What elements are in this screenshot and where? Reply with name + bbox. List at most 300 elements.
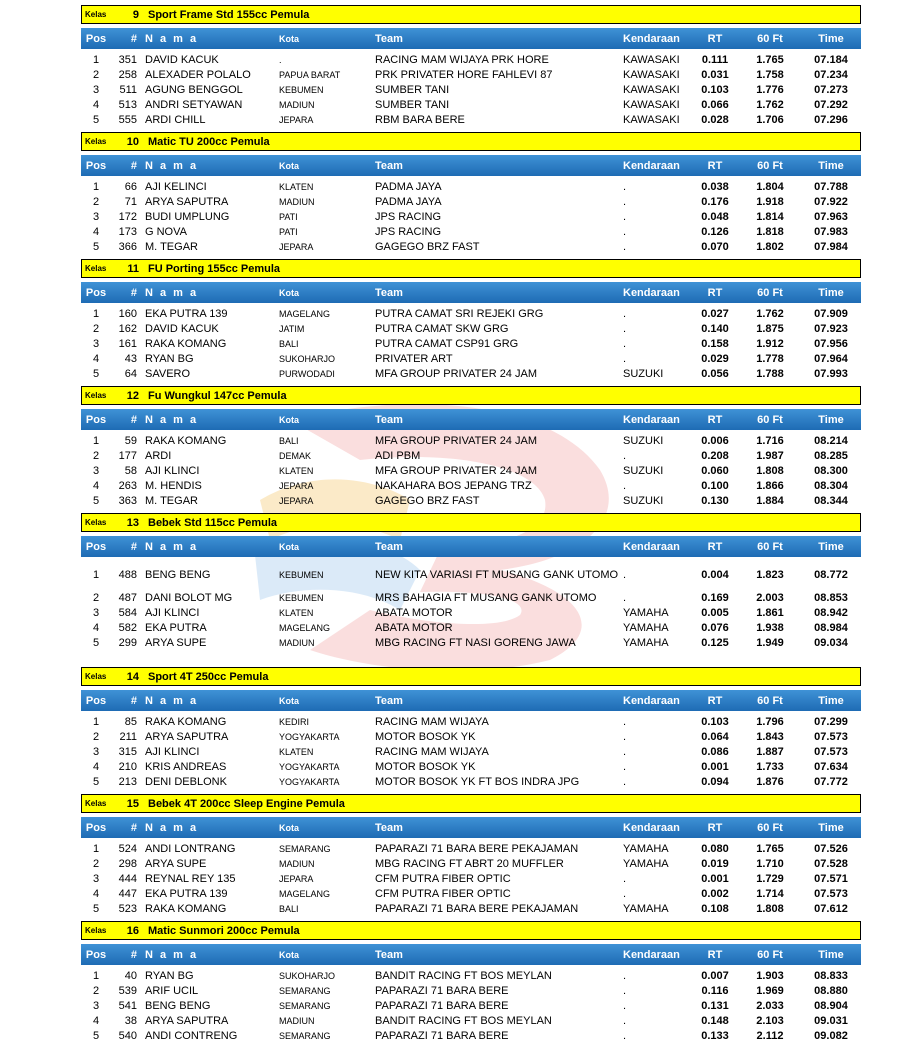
header-kota: Kota xyxy=(279,695,299,706)
cell-kend: KAWASAKI xyxy=(623,113,680,126)
cell-kend: . xyxy=(623,322,627,335)
class-title-bar xyxy=(81,5,861,24)
cell-team: RBM BARA BERE xyxy=(375,113,465,126)
table-row xyxy=(81,463,861,478)
header-num: # xyxy=(130,413,137,426)
table-body xyxy=(81,433,861,508)
cell-time: 07.573 xyxy=(814,887,848,900)
cell-rt: 0.060 xyxy=(701,464,729,477)
header-pos: Pos xyxy=(85,948,107,961)
cell-kota: YOGYAKARTA xyxy=(279,761,340,772)
class-title: Bebek 4T 200cc Sleep Engine Pemula xyxy=(148,797,345,810)
cell-ft: 1.804 xyxy=(756,180,784,193)
cell-kota: MAGELANG xyxy=(279,308,331,319)
cell-kend: . xyxy=(623,969,627,982)
cell-num: 541 xyxy=(118,999,137,1012)
table-header xyxy=(81,690,861,711)
cell-rt: 0.056 xyxy=(701,367,729,380)
header-team: Team xyxy=(375,286,403,299)
cell-num: 177 xyxy=(118,449,137,462)
class-number: 11 xyxy=(127,262,139,275)
cell-kend: . xyxy=(623,195,627,208)
cell-rt: 0.125 xyxy=(701,636,729,649)
cell-ft: 1.710 xyxy=(756,857,784,870)
table-row xyxy=(81,448,861,463)
cell-pos: 1 xyxy=(92,434,100,447)
cell-pos: 4 xyxy=(92,479,100,492)
cell-team: MOTOR BOSOK YK xyxy=(375,760,476,773)
header-rt: RT xyxy=(707,821,723,834)
cell-rt: 0.103 xyxy=(701,715,729,728)
cell-rt: 0.140 xyxy=(701,322,729,335)
cell-time: 07.526 xyxy=(814,842,848,855)
header-ft: 60 Ft xyxy=(757,948,783,961)
header-kota: Kota xyxy=(279,160,299,171)
table-row xyxy=(81,336,861,351)
header-time: Time xyxy=(818,286,844,299)
table-header xyxy=(81,28,861,49)
cell-rt: 0.076 xyxy=(701,621,729,634)
header-kend: Kendaraan xyxy=(623,948,680,961)
cell-pos: 5 xyxy=(92,113,100,126)
cell-kend: . xyxy=(623,1014,627,1027)
cell-kend: . xyxy=(623,760,627,773)
cell-ft: 1.818 xyxy=(756,225,784,238)
cell-time: 07.573 xyxy=(814,745,848,758)
cell-nama: AJI KELINCI xyxy=(145,180,207,193)
cell-kota: JEPARA xyxy=(279,241,314,252)
cell-time: 08.300 xyxy=(814,464,848,477)
header-ft: 60 Ft xyxy=(757,694,783,707)
cell-kend: KAWASAKI xyxy=(623,98,680,111)
cell-time: 07.234 xyxy=(814,68,848,81)
cell-kota: KEDIRI xyxy=(279,716,310,727)
cell-kota: KLATEN xyxy=(279,746,314,757)
table-row xyxy=(81,194,861,209)
cell-team: MRS BAHAGIA FT MUSANG GANK UTOMO xyxy=(375,591,597,604)
header-kend: Kendaraan xyxy=(623,694,680,707)
cell-team: GAGEGO BRZ FAST xyxy=(375,494,480,507)
header-rt: RT xyxy=(707,413,723,426)
header-kota: Kota xyxy=(279,287,299,298)
table-row xyxy=(81,82,861,97)
table-row xyxy=(81,1028,861,1043)
class-section xyxy=(81,513,861,667)
header-time: Time xyxy=(818,32,844,45)
cell-kend: YAMAHA xyxy=(623,902,669,915)
cell-nama: G NOVA xyxy=(145,225,187,238)
cell-nama: BUDI UMPLUNG xyxy=(145,210,230,223)
cell-time: 07.184 xyxy=(814,53,848,66)
cell-time: 08.942 xyxy=(814,606,848,619)
cell-team: MBG RACING FT ABRT 20 MUFFLER xyxy=(375,857,564,870)
cell-nama: M. TEGAR xyxy=(145,240,198,253)
header-ft: 60 Ft xyxy=(757,413,783,426)
table-row xyxy=(81,112,861,127)
cell-team: JPS RACING xyxy=(375,225,442,238)
cell-kota: YOGYAKARTA xyxy=(279,776,340,787)
cell-time: 08.214 xyxy=(814,434,848,447)
cell-kend: . xyxy=(623,999,627,1012)
cell-ft: 1.758 xyxy=(756,68,784,81)
table-header xyxy=(81,944,861,965)
cell-rt: 0.001 xyxy=(701,760,729,773)
class-title: Fu Wungkul 147cc Pemula xyxy=(148,389,287,402)
cell-nama: ARYA SAPUTRA xyxy=(145,730,229,743)
cell-rt: 0.131 xyxy=(701,999,729,1012)
cell-time: 07.273 xyxy=(814,83,848,96)
cell-pos: 5 xyxy=(92,636,100,649)
cell-pos: 2 xyxy=(92,984,100,997)
cell-team: PUTRA CAMAT SKW GRG xyxy=(375,322,509,335)
cell-rt: 0.005 xyxy=(701,606,729,619)
cell-team: BANDIT RACING FT BOS MEYLAN xyxy=(375,969,552,982)
cell-nama: DAVID KACUK xyxy=(145,53,219,66)
header-rt: RT xyxy=(707,286,723,299)
cell-time: 07.296 xyxy=(814,113,848,126)
cell-nama: RAKA KOMANG xyxy=(145,902,227,915)
cell-ft: 1.706 xyxy=(756,113,784,126)
table-row xyxy=(81,968,861,983)
cell-team: PAPARAZI 71 BARA BERE PEKAJAMAN xyxy=(375,902,579,915)
header-rt: RT xyxy=(707,540,723,553)
header-ft: 60 Ft xyxy=(757,286,783,299)
cell-time: 09.082 xyxy=(814,1029,848,1042)
cell-pos: 3 xyxy=(92,464,100,477)
header-kota: Kota xyxy=(279,949,299,960)
header-num: # xyxy=(130,948,137,961)
cell-nama: ARYA SUPE xyxy=(145,857,207,870)
header-num: # xyxy=(130,694,137,707)
cell-time: 08.772 xyxy=(814,569,848,581)
header-kend: Kendaraan xyxy=(623,159,680,172)
cell-pos: 1 xyxy=(92,842,100,855)
cell-kota: SEMARANG xyxy=(279,843,331,854)
class-number: 13 xyxy=(126,516,139,529)
cell-kend: SUZUKI xyxy=(623,367,664,380)
cell-num: 513 xyxy=(118,98,137,111)
table-header xyxy=(81,409,861,430)
cell-kota: JEPARA xyxy=(279,114,314,125)
table-row xyxy=(81,321,861,336)
table-body xyxy=(81,52,861,127)
cell-kend: . xyxy=(623,1029,627,1042)
cell-kota: KEBUMEN xyxy=(279,592,324,603)
cell-kota: MADIUN xyxy=(279,99,315,110)
header-time: Time xyxy=(818,159,844,172)
header-team: Team xyxy=(375,32,403,45)
cell-team: MOTOR BOSOK YK FT BOS INDRA JPG xyxy=(375,775,580,788)
class-number: 14 xyxy=(126,670,139,683)
class-title: Sport Frame Std 155cc Pemula xyxy=(148,8,310,21)
cell-team: RACING MAM WIJAYA PRK HORE xyxy=(375,53,549,66)
header-kend: Kendaraan xyxy=(623,413,680,426)
cell-pos: 4 xyxy=(92,1014,100,1027)
header-num: # xyxy=(130,540,137,553)
cell-num: 523 xyxy=(118,902,137,915)
table-row xyxy=(81,179,861,194)
cell-kend: . xyxy=(623,449,627,462)
cell-rt: 0.176 xyxy=(701,195,729,208)
cell-nama: ANDI LONTRANG xyxy=(145,842,236,855)
header-nama: N a m a xyxy=(145,159,199,172)
cell-time: 07.612 xyxy=(814,902,848,915)
cell-team: MOTOR BOSOK YK xyxy=(375,730,476,743)
cell-team: RACING MAM WIJAYA xyxy=(375,715,489,728)
header-kota: Kota xyxy=(279,33,299,44)
cell-team: PUTRA CAMAT CSP91 GRG xyxy=(375,337,519,350)
header-team: Team xyxy=(375,159,403,172)
class-section xyxy=(81,386,861,513)
cell-kota: YOGYAKARTA xyxy=(279,731,340,742)
cell-rt: 0.027 xyxy=(701,307,729,320)
table-row xyxy=(81,856,861,871)
cell-ft: 1.808 xyxy=(756,902,784,915)
header-team: Team xyxy=(375,540,403,553)
cell-time: 07.573 xyxy=(814,730,848,743)
cell-team: CFM PUTRA FIBER OPTIC xyxy=(375,887,511,900)
cell-pos: 4 xyxy=(92,621,100,634)
table-row xyxy=(81,983,861,998)
kelas-label: Kelas xyxy=(85,672,107,681)
cell-nama: ARIF UCIL xyxy=(145,984,199,997)
cell-pos: 5 xyxy=(92,494,100,507)
cell-kend: . xyxy=(623,225,627,238)
cell-pos: 4 xyxy=(92,760,100,773)
cell-kend: . xyxy=(623,479,627,492)
cell-rt: 0.208 xyxy=(701,449,729,462)
cell-team: PAPARAZI 71 BARA BERE xyxy=(375,1029,509,1042)
cell-num: 43 xyxy=(124,352,137,365)
cell-ft: 1.776 xyxy=(756,83,784,96)
cell-kend: . xyxy=(623,569,627,581)
kelas-label: Kelas xyxy=(85,137,107,146)
cell-time: 08.984 xyxy=(814,621,848,634)
table-row xyxy=(81,998,861,1013)
cell-team: JPS RACING xyxy=(375,210,442,223)
cell-ft: 1.912 xyxy=(756,337,784,350)
header-num: # xyxy=(130,821,137,834)
cell-rt: 0.126 xyxy=(701,225,729,238)
cell-nama: AJI KLINCI xyxy=(145,464,200,477)
cell-num: 66 xyxy=(124,180,137,193)
cell-kend: . xyxy=(623,307,627,320)
table-row xyxy=(81,590,861,605)
cell-time: 09.034 xyxy=(814,636,848,649)
cell-ft: 1.843 xyxy=(756,730,784,743)
cell-kota: MADIUN xyxy=(279,196,315,207)
cell-team: NEW KITA VARIASI FT MUSANG GANK UTOMO xyxy=(375,568,619,581)
table-row xyxy=(81,635,861,650)
class-number: 15 xyxy=(126,797,139,810)
class-title-bar xyxy=(81,259,861,278)
cell-rt: 0.100 xyxy=(701,479,729,492)
header-nama: N a m a xyxy=(145,286,199,299)
cell-kend: . xyxy=(623,745,627,758)
cell-time: 07.956 xyxy=(814,337,848,350)
cell-pos: 3 xyxy=(92,606,100,619)
cell-time: 08.304 xyxy=(814,479,848,492)
header-kota: Kota xyxy=(279,414,299,425)
cell-pos: 3 xyxy=(92,999,100,1012)
table-header xyxy=(81,536,861,557)
header-team: Team xyxy=(375,948,403,961)
cell-num: 487 xyxy=(118,591,137,604)
class-title-bar xyxy=(81,132,861,151)
cell-team: BANDIT RACING FT BOS MEYLAN xyxy=(375,1014,552,1027)
header-num: # xyxy=(130,159,137,172)
cell-time: 09.031 xyxy=(814,1014,848,1027)
cell-rt: 0.080 xyxy=(701,842,729,855)
cell-ft: 1.802 xyxy=(756,240,784,253)
cell-nama: M. HENDIS xyxy=(145,479,202,492)
cell-ft: 2.112 xyxy=(756,1029,784,1042)
cell-kend: . xyxy=(623,872,627,885)
cell-kota: BALI xyxy=(279,903,299,914)
cell-time: 08.904 xyxy=(814,999,848,1012)
cell-time: 07.909 xyxy=(814,307,848,320)
cell-pos: 2 xyxy=(92,449,100,462)
cell-pos: 3 xyxy=(92,337,100,350)
cell-rt: 0.038 xyxy=(701,180,729,193)
table-row xyxy=(81,478,861,493)
cell-num: 351 xyxy=(118,53,137,66)
table-row xyxy=(81,209,861,224)
cell-num: 315 xyxy=(118,745,137,758)
class-title: Matic Sunmori 200cc Pemula xyxy=(148,924,300,937)
cell-rt: 0.006 xyxy=(701,434,729,447)
cell-num: 511 xyxy=(119,83,137,96)
cell-rt: 0.094 xyxy=(701,775,729,788)
cell-pos: 2 xyxy=(92,730,100,743)
cell-kend: . xyxy=(623,240,627,253)
class-number: 9 xyxy=(132,8,139,21)
table-body xyxy=(81,968,861,1043)
cell-nama: AJI KLINCI xyxy=(145,606,200,619)
cell-rt: 0.108 xyxy=(701,902,729,915)
class-section xyxy=(81,132,861,259)
header-num: # xyxy=(130,32,137,45)
cell-pos: 4 xyxy=(92,98,100,111)
table-row xyxy=(81,433,861,448)
cell-nama: AGUNG BENGGOL xyxy=(145,83,243,96)
class-title-bar xyxy=(81,921,861,940)
cell-kota: JEPARA xyxy=(279,480,314,491)
table-row xyxy=(81,901,861,916)
cell-kota: JEPARA xyxy=(279,873,314,884)
cell-kend: . xyxy=(623,591,627,604)
cell-time: 08.833 xyxy=(814,969,848,982)
cell-kota: MADIUN xyxy=(279,1015,315,1026)
cell-rt: 0.130 xyxy=(701,494,729,507)
class-section xyxy=(81,794,861,921)
cell-ft: 1.729 xyxy=(756,872,784,885)
cell-num: 555 xyxy=(118,113,137,126)
cell-rt: 0.028 xyxy=(701,113,729,126)
cell-team: ADI PBM xyxy=(375,449,421,462)
cell-kota: KLATEN xyxy=(279,181,314,192)
cell-kota: JEPARA xyxy=(279,495,314,506)
header-time: Time xyxy=(818,821,844,834)
cell-kota: KEBUMEN xyxy=(279,570,324,580)
cell-time: 07.528 xyxy=(814,857,848,870)
cell-ft: 2.033 xyxy=(756,999,784,1012)
cell-time: 07.963 xyxy=(814,210,848,223)
cell-kend: . xyxy=(623,210,627,223)
header-kend: Kendaraan xyxy=(623,286,680,299)
header-team: Team xyxy=(375,413,403,426)
cell-rt: 0.103 xyxy=(701,83,729,96)
cell-kota: SUKOHARJO xyxy=(279,970,336,981)
cell-rt: 0.066 xyxy=(701,98,729,111)
cell-rt: 0.007 xyxy=(701,969,729,982)
cell-kota: PAPUA BARAT xyxy=(279,69,341,80)
table-row xyxy=(81,744,861,759)
cell-pos: 1 xyxy=(92,969,100,982)
cell-pos: 3 xyxy=(92,872,100,885)
cell-rt: 0.031 xyxy=(701,68,729,81)
header-ft: 60 Ft xyxy=(757,32,783,45)
cell-kend: . xyxy=(623,180,627,193)
cell-kend: YAMAHA xyxy=(623,842,669,855)
cell-kend: . xyxy=(623,887,627,900)
cell-kend: . xyxy=(623,984,627,997)
cell-num: 213 xyxy=(118,775,137,788)
cell-num: 258 xyxy=(118,68,137,81)
cell-num: 584 xyxy=(118,606,137,619)
cell-pos: 5 xyxy=(92,1029,100,1042)
cell-kend: . xyxy=(623,775,627,788)
cell-num: 444 xyxy=(118,872,137,885)
cell-ft: 1.762 xyxy=(756,98,784,111)
cell-nama: BENG BENG xyxy=(145,999,211,1012)
table-body xyxy=(81,306,861,381)
header-nama: N a m a xyxy=(145,32,199,45)
class-number: 10 xyxy=(126,135,139,148)
class-section xyxy=(81,259,861,386)
cell-rt: 0.158 xyxy=(701,337,729,350)
cell-pos: 1 xyxy=(92,307,100,320)
cell-time: 07.964 xyxy=(814,352,848,365)
cell-time: 07.571 xyxy=(814,872,848,885)
header-pos: Pos xyxy=(85,286,107,299)
kelas-label: Kelas xyxy=(85,10,107,19)
cell-ft: 1.765 xyxy=(756,842,784,855)
cell-rt: 0.001 xyxy=(701,872,729,885)
cell-ft: 1.918 xyxy=(756,195,784,208)
header-kota: Kota xyxy=(279,541,299,552)
cell-num: 210 xyxy=(118,760,137,773)
cell-ft: 1.765 xyxy=(756,53,784,66)
cell-nama: DAVID KACUK xyxy=(145,322,219,335)
cell-rt: 0.064 xyxy=(701,730,729,743)
cell-nama: SAVERO xyxy=(145,367,191,380)
kelas-label: Kelas xyxy=(85,518,107,527)
table-row xyxy=(81,52,861,67)
table-row xyxy=(81,239,861,254)
cell-ft: 1.714 xyxy=(756,887,784,900)
cell-ft: 1.987 xyxy=(756,449,784,462)
class-number: 16 xyxy=(126,924,139,937)
cell-pos: 4 xyxy=(92,225,100,238)
class-title-bar xyxy=(81,667,861,686)
cell-ft: 1.887 xyxy=(756,745,784,758)
cell-rt: 0.133 xyxy=(701,1029,729,1042)
cell-rt: 0.086 xyxy=(701,745,729,758)
cell-kend: SUZUKI xyxy=(623,434,664,447)
cell-team: PRK PRIVATER HORE FAHLEVI 87 xyxy=(375,68,553,81)
class-title: Matic TU 200cc Pemula xyxy=(148,135,270,148)
